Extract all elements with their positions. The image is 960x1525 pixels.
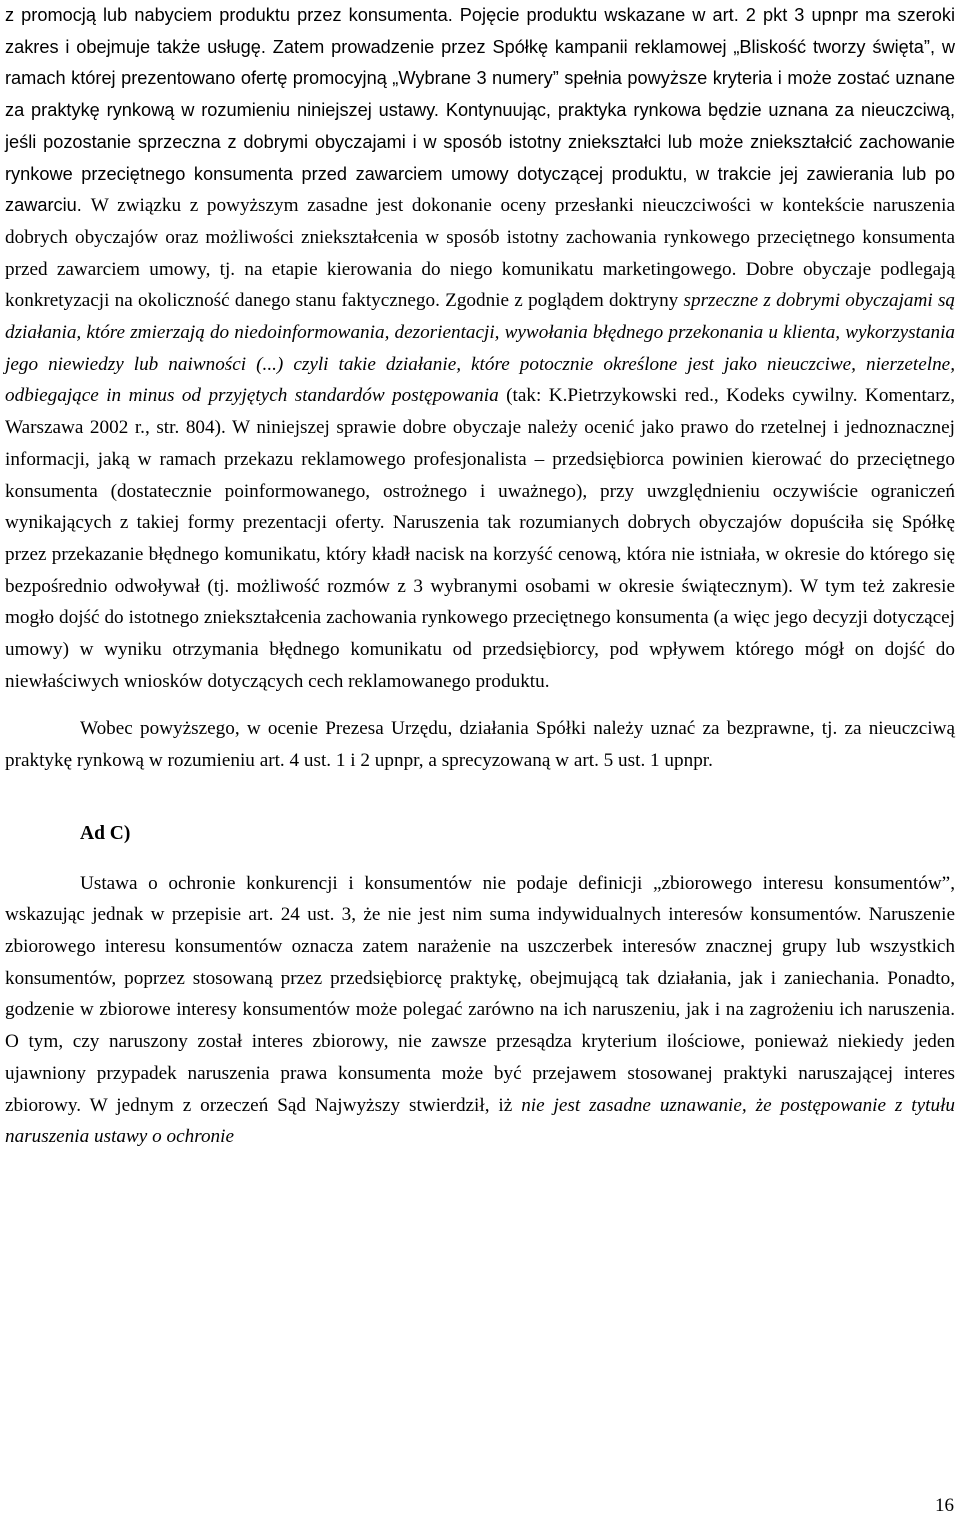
document-page [5,0,955,1153]
text-run: z promocją lub nabyciem produktu przez konsumenta. Pojęcie produktu wskazane w art. 2 pkt 3 upnpr ma szeroki zakres i obejmuje także usługę. Zatem prowadzenie przez Spółkę kampanii reklamowej „Bliskość tworzy święta”, w ramach której prezentowano ofertę promocyjną „Wybrane 3 numery” spełnia powyższe kryteria i może zostać uznane za praktykę rynkową w rozumieniu niniejszej ustawy. [5,5,955,121]
section-heading: Ad C) [80,822,131,844]
paragraph-1 [5,0,955,697]
text-run: (tak: K.Pietrzykowski red., Kodeks cywilny. Komentarz, Warszawa 2002 r., str. 804). W niniejszej sprawie dobre obyczaje należy ocenić jako prawo do rzetelnej i jednoznacznej informacji, jaką w ramach przekazu reklamowego profesjonalista – przedsiębiorca powinien kierować do przeciętnego konsumenta (dostatecznie poinformowanego, ostrożnego i uważnego), przy uwzględnieniu oczywiście ograniczeń wynikających z takiej formy prezentacji oferty. Naruszenia tak rozumianych dobrych obyczajów dopuściła się Spółkę przez przekazanie błędnego komunikatu, który kładł nacisk na korzyść cenową, która nie istniała, w okresie do którego się bezpośrednio odwoływał (tj. możliwość rozmów z 3 wybranymi osobami w okresie świątecznym). W tym też zakresie mogło dojść do istotnego zniekształcenia zachowania rynkowego przeciętnego konsumenta (a więc jego decyzji dotyczącej umowy) w wyniku otrzymania błędnego komunikatu od przedsiębiorcy, pod wpływem którego mógł on dojść do niewłaściwych wniosków dotyczących cech reklamowanego produktu. [5,385,955,692]
text-run: W związku z powyższym zasadne jest dokonanie oceny przesłanki nieuczciwości w kontekście naruszenia dobrych obyczajów oraz możliwości zniekształcenia w sposób istotny zachowania rynkowego przeciętnego konsumenta przed zawarciem umowy, tj. na etapie kierowania do niego komunikatu marketingowego. Dobre obyczaje podlegają konkretyzacji na okoliczność danego stanu faktycznego. Zgodnie z poglądem doktryny [5,195,956,312]
text-run: Ustawa o ochronie konkurencji i konsumentów nie podaje definicji „zbiorowego interesu konsumentów”, wskazując jednak w przepisie art. 24 ust. 3, że nie jest nim suma indywidualnych interesów konsumentów. Naruszenie zbiorowego interesu konsumentów oznacza zatem narażenie na uszczerbek interesów znacznej grupy lub wszystkich konsumentów, poprzez stosowaną przez przedsiębiorcę praktykę, obejmującą tak działania, jak i zaniechania. Ponadto, godzenie w zbiorowe interesy konsumentów może polegać zarówno na ich naruszeniu, jak i na zagrożeniu ich naruszenia. O tym, czy naruszony został interes zbiorowy, nie zawsze przesądza kryterium ilościowe, ponieważ niekiedy jeden ujawniony przypadek naruszenia prawa konsumenta może być przejawem stosowanej praktyki naruszającej interes zbiorowy. W jednym z orzeczeń Sąd Najwyższy stwierdził, iż [5,872,955,1116]
paragraph-3 [5,868,955,1153]
italic-quote: nie jest zasadne uznawanie, że postępowanie z tytułu naruszenia ustawy o ochronie [5,1094,956,1148]
paragraph-2: Wobec powyższego, w ocenie Prezesa Urzędu, działania Spółki należy uznać za bezprawne, tj. za nieuczciwą praktykę rynkową w rozumieniu art. 4 ust. 1 i 2 upnpr, a sprecyzowaną w art. 5 ust. 1 upnpr. [5,718,955,772]
page-number: 16 [935,1495,954,1516]
italic-quote: sprzeczne z dobrymi obyczajami są działania, które zmierzają do niedoinformowania, dezorientacji, wywołania błędnego przekonania u klienta, wykorzystania jego niewiedzy lub naiwności (...) czyli takie działanie, które potocznie określone jest jako nieuczciwe, nierzetelne, odbiegające in minus od przyjętych standardów postępowania [5,290,955,407]
text-run: Kontynuując, praktyka rynkowa będzie uznana za nieuczciwą, jeśli pozostanie sprzeczna z dobrymi obyczajami i w sposób istotny zniekształci lub może zniekształcić zachowanie rynkowe przeciętnego konsumenta przed zawarciem umowy dotyczącej produktu, w trakcie jej zawierania lub po zawarciu. [5,100,955,216]
